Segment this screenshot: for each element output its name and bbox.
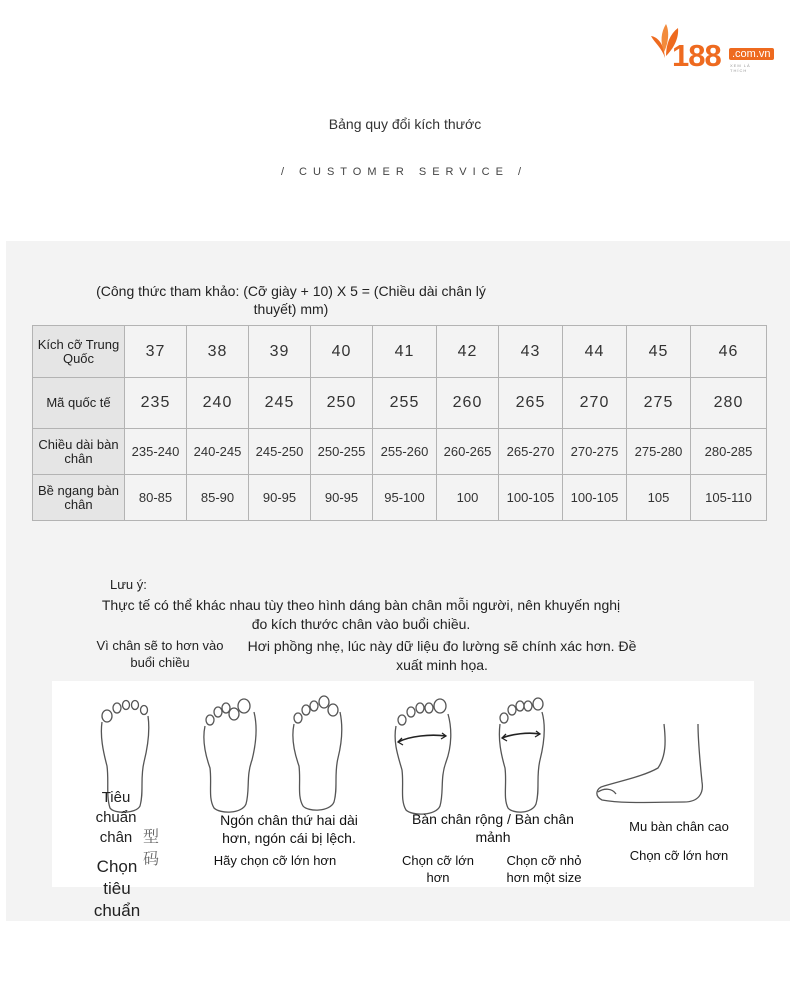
wide-foot-icon [390, 696, 458, 816]
table-cell: 275 [627, 378, 691, 429]
table-cell: 105-110 [691, 475, 767, 521]
high-instep-foot-icon [594, 722, 708, 808]
table-cell: 255 [373, 378, 437, 429]
table-cell: 100-105 [563, 475, 627, 521]
table-cell: 100 [437, 475, 499, 521]
toe-foot-title: Ngón chân thứ hai dài hơn, ngón cái bị lệch. [220, 812, 358, 846]
table-cell: 95-100 [373, 475, 437, 521]
page-title: Bảng quy đổi kích thước [328, 116, 482, 132]
logo-tagline: XEM LÀ THÍCH [730, 63, 751, 73]
table-cell: 45 [627, 326, 691, 378]
brand-logo [648, 20, 771, 76]
table-cell: 41 [373, 326, 437, 378]
formula-note: (Công thức tham khảo: (Cỡ giày + 10) X 5 = (Chiều dài chân lý thuyết) mm) [96, 283, 486, 317]
note-title: Lưu ý: [110, 577, 147, 592]
table-cell: 90-95 [311, 475, 373, 521]
table-cell: 40 [311, 326, 373, 378]
table-cell: 240 [187, 378, 249, 429]
hanzi-label: 型码 [142, 827, 159, 868]
row-label: Kích cỡ Trung Quốc [33, 326, 125, 378]
table-cell: 250 [311, 378, 373, 429]
standard-foot-advice: Chọn tiêu chuẩn [93, 857, 141, 920]
instep-foot-advice: Chọn cỡ lớn hơn [629, 848, 729, 863]
table-cell: 43 [499, 326, 563, 378]
service-subtitle: / CUSTOMER SERVICE / [280, 166, 528, 178]
table-cell: 235 [125, 378, 187, 429]
table-cell: 255-260 [373, 429, 437, 475]
table-cell: 39 [249, 326, 311, 378]
row-label: Bề ngang bàn chân [33, 475, 125, 521]
note-swell: Hơi phồng nhẹ, lúc này dữ liệu đo lường sẽ chính xác hơn. Đề xuất minh họa. [247, 638, 637, 673]
table-cell: 260-265 [437, 429, 499, 475]
table-cell: 270 [563, 378, 627, 429]
wide-foot-advice: Chọn cỡ lớn hơn [402, 853, 474, 885]
table-cell: 265-270 [499, 429, 563, 475]
table-cell: 235-240 [125, 429, 187, 475]
note-body: Thực tế có thể khác nhau tùy theo hình dáng bàn chân mỗi người, nên khuyến nghị đo kích thước chân vào buổi chiều. [101, 597, 621, 632]
table-cell: 240-245 [187, 429, 249, 475]
table-cell: 42 [437, 326, 499, 378]
table-cell: 250-255 [311, 429, 373, 475]
standard-foot-title: Tiêu chuẩn chân [95, 789, 137, 846]
table-cell: 280 [691, 378, 767, 429]
table-row [33, 475, 767, 521]
table-row [33, 326, 767, 378]
table-row [33, 378, 767, 429]
instep-foot-title: Mu bàn chân cao [629, 819, 729, 834]
table-row [33, 429, 767, 475]
row-label: Chiều dài bàn chân [33, 429, 125, 475]
note-evening: Vì chân sẽ to hơn vào buổi chiều [96, 638, 224, 670]
slim-foot-advice: Chọn cỡ nhỏ hơn một size [506, 853, 582, 885]
toe-foot-advice: Hãy chọn cỡ lớn hơn [213, 853, 337, 868]
table-cell: 85-90 [187, 475, 249, 521]
logo-domain: .com.vn [729, 48, 774, 60]
width-foot-title: Bàn chân rộng / Bàn chân mảnh [412, 811, 574, 845]
table-cell: 260 [437, 378, 499, 429]
table-cell: 265 [499, 378, 563, 429]
table-cell: 80-85 [125, 475, 187, 521]
long-toe-foot-icon [286, 694, 352, 814]
logo-number: 188 [672, 38, 721, 73]
table-cell: 90-95 [249, 475, 311, 521]
table-cell: 46 [691, 326, 767, 378]
table-cell: 270-275 [563, 429, 627, 475]
table-cell: 38 [187, 326, 249, 378]
table-cell: 275-280 [627, 429, 691, 475]
bunion-foot-icon [196, 694, 266, 814]
row-label: Mã quốc tế [33, 378, 125, 429]
table-cell: 105 [627, 475, 691, 521]
table-cell: 280-285 [691, 429, 767, 475]
table-cell: 100-105 [499, 475, 563, 521]
table-cell: 245 [249, 378, 311, 429]
table-cell: 245-250 [249, 429, 311, 475]
table-cell: 44 [563, 326, 627, 378]
table-cell: 37 [125, 326, 187, 378]
size-table [32, 325, 767, 521]
slim-foot-icon [492, 694, 552, 814]
